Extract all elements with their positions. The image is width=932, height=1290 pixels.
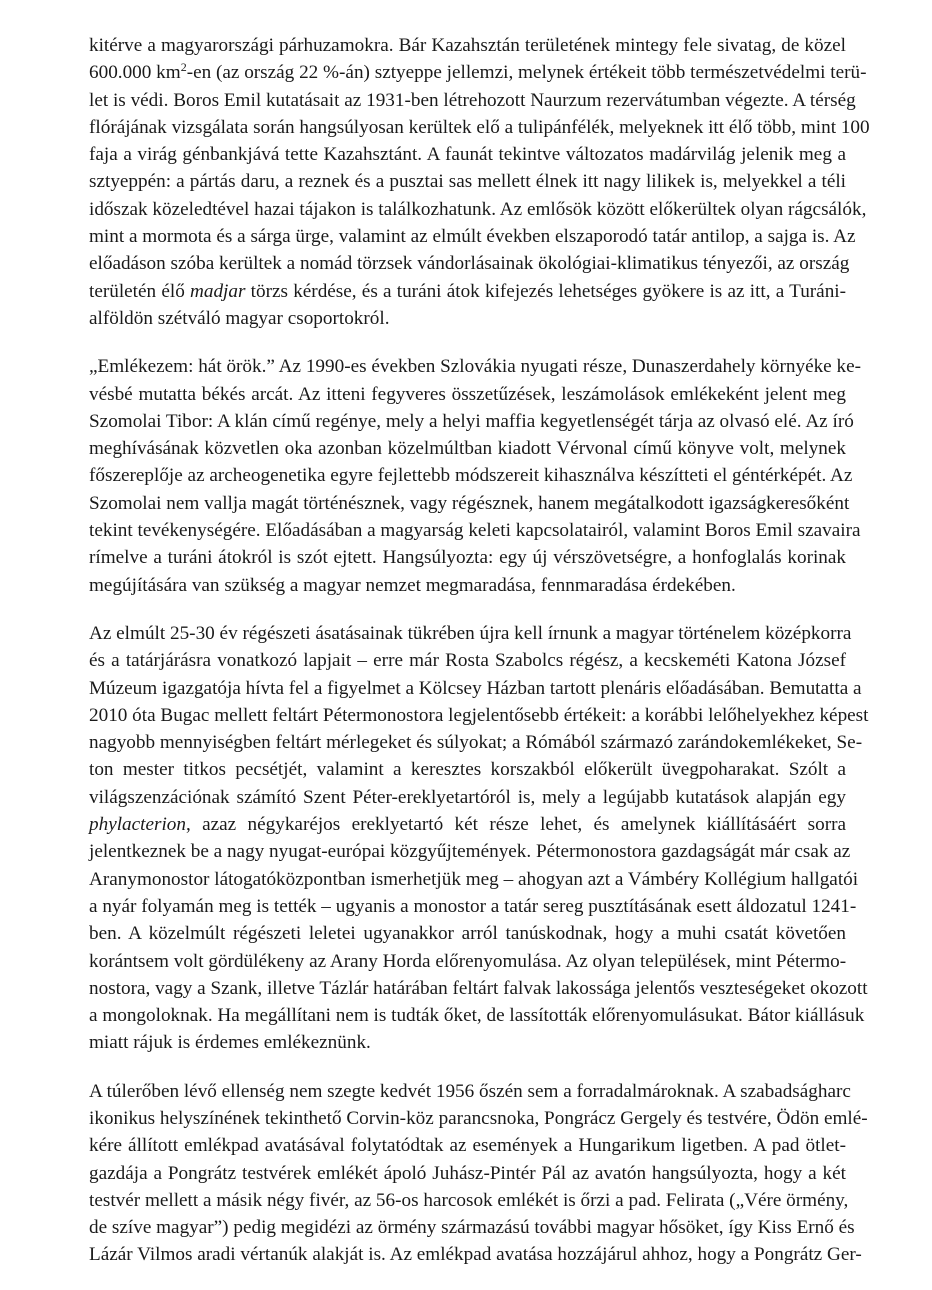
- text-line: Szomolai nem vallja magát történésznek, vagy régésznek, hanem megátalkodott igazságkeresőként: [89, 492, 850, 514]
- text-line: gazdája a Pongrátz testvérek emlékét ápoló Juhász-Pintér Pál az avatón hangsúlyozta, hogy a két: [89, 1162, 846, 1184]
- text-line: flórájának vizsgálata során hangsúlyosan kerültek elő a tulipánfélék, melyeknek itt élő több, mint 100: [89, 116, 870, 138]
- text-line: előadáson szóba kerültek a nomád törzsek vándorlásainak ökológiai-klimatikus tényezői, az ország: [89, 253, 850, 275]
- text-line: és a tatárjárásra vonatkozó lapjait – erre már Rosta Szabolcs régész, a kecskeméti Katona József: [89, 650, 846, 672]
- text-line: meghívásának közvetlen oka azonban közelmúltban kiadott Vérvonal című könyve volt, melynek: [89, 438, 846, 460]
- paragraph-kazakhstan-steppe: [89, 32, 870, 332]
- text-fragment: 600.000 km: [89, 62, 181, 84]
- text-fragment: , azaz négykaréjos ereklyetartó két része lehet, és amelynek kiállításáért sorra: [185, 814, 846, 836]
- text-line: főszereplője az archeogenetika egyre fejlettebb módszereit kihasználva készítteti el géntérképét. Az: [89, 465, 853, 487]
- text-fragment: -en (az ország 22 %-án) sztyeppe jellemzi, melynek értékeit több természetvédelmi terü-: [186, 62, 867, 84]
- text-line: Múzeum igazgatója hívta fel a figyelmet a Kölcsey Házban tartott plenáris előadásában. Bemutatta a: [89, 677, 862, 699]
- paragraph-pongratz-memorial-bench: [89, 1078, 868, 1269]
- text-line: A túlerőben lévő ellenség nem szegte kedvét 1956 őszén sem a forradalmároknak. A szabadságharc: [89, 1080, 851, 1102]
- text-line: [89, 278, 846, 305]
- text-line: tekint tevékenységére. Előadásában a magyarság keleti kapcsolatairól, valamint Boros Emil szavaira: [89, 520, 861, 542]
- text-line: Az elmúlt 25-30 év régészeti ásatásainak tükrében újra kell írnunk a magyar történelem középkorra: [89, 622, 852, 644]
- text-line: mint a mormota és a sárga ürge, valamint az elmúlt években elszaporodó tatár antilop, a sajga is. Az: [89, 226, 856, 248]
- text-line: ben. A közelmúlt régészeti leletei ugyanakkor arról tanúskodnak, hogy a muhi csatát követően: [89, 923, 846, 945]
- text-line: időszak közeledtével hazai tájakon is találkozhatunk. Az emlősök között előkerültek olyan rágcsálók,: [89, 198, 867, 220]
- text-line: korántsem volt gördülékeny az Arany Horda előrenyomulása. Az olyan települések, mint Pétermo-: [89, 950, 847, 972]
- text-line: let is védi. Boros Emil kutatásait az 1931-ben létrehozott Naurzum rezervátumban végezte. A térség: [89, 89, 856, 111]
- text-line: világszenzációnak számító Szent Péter-ereklyetartóról is, mely a legújabb kutatások alapján egy: [89, 786, 846, 808]
- paragraph-szomolai-tibor: [89, 353, 861, 599]
- text-line: vésbé mutatta békés arcát. Az itteni fegyveres összetűzések, leszámolások emlékeként jelent meg: [89, 383, 846, 405]
- text-line: faja a virág génbankjává tette Kazahsztánt. A faunát tekintve változatos madárvilág jelenik meg a: [89, 144, 846, 166]
- text-line: jelentkeznek be a nagy nyugat-európai közgyűjtemények. Pétermonostora gazdagságát már csak az: [89, 841, 851, 863]
- text-line: de szíve magyar”) pedig megidézi az örmény származású további magyar hősöket, így Kiss Ernő és: [89, 1217, 855, 1239]
- superscript: 2: [180, 60, 187, 75]
- text-line: nostora, vagy a Szank, illetve Tázlár határában feltárt falvak lakossága jelentős veszteségeket okozott: [89, 977, 868, 999]
- text-line: a nyár folyamán meg is tették – ugyanis a monostor a tatár sereg pusztításának esett áldozatul 1241-: [89, 895, 857, 917]
- text-line: [89, 59, 867, 86]
- text-fragment: területén élő: [89, 280, 191, 302]
- text-line: a mongoloknak. Ha megállítani nem is tudták őket, de lassították előrenyomulásukat. Bátor kiállásuk: [89, 1005, 865, 1027]
- text-line: 2010 óta Bugac mellett feltárt Pétermonostora legjelentősebb értékeit: a korábbi lelőhelyekhez képest: [89, 704, 869, 726]
- text-line: sztyeppén: a pártás daru, a reznek és a pusztai sas mellett élnek itt nagy lilikek is, melyekkel a téli: [89, 171, 846, 193]
- text-line: nagyobb mennyiségben feltárt mérlegeket és súlyokat; a Rómából származó zarándokemlékeket, Se-: [89, 732, 863, 754]
- text-line: alföldön szétváló magyar csoportokról.: [89, 307, 390, 329]
- text-line: miatt rájuk is érdemes emlékeznünk.: [89, 1032, 371, 1054]
- italic-term: phylacterion: [89, 814, 186, 836]
- italic-term: madjar: [190, 280, 246, 302]
- text-line: Aranymonostor látogatóközpontban ismerhetjük meg – ahogyan azt a Vámbéry Kollégium hallgatói: [89, 868, 859, 890]
- text-line: „Emlékezem: hát örök.” Az 1990-es években Szlovákia nyugati része, Dunaszerdahely környéke ke-: [89, 356, 861, 378]
- text-line: ikonikus helyszínének tekinthető Corvin-köz parancsnoka, Pongrácz Gergely és testvére, Ödön emlé-: [89, 1107, 868, 1129]
- text-line: [89, 811, 846, 838]
- text-line: megújítására van szükség a magyar nemzet megmaradása, fennmaradása érdekében.: [89, 574, 736, 596]
- document-page: [89, 32, 870, 1290]
- text-line: ton mester titkos pecsétjét, valamint a keresztes korszakból előkerült üvegpoharakat. Szólt a: [89, 759, 846, 781]
- text-fragment: törzs kérdése, és a turáni átok kifejezés lehetséges gyökere is az itt, a Turáni-: [245, 280, 847, 302]
- text-line: kére állított emlékpad avatásával folytatódtak az események a Hungarikum ligetben. A pad ötlet-: [89, 1135, 846, 1157]
- text-line: Lázár Vilmos aradi vértanúk alakját is. Az emlékpad avatása hozzájárul ahhoz, hogy a Pongrátz Ger-: [89, 1244, 862, 1266]
- text-line: Szomolai Tibor: A klán című regénye, mely a helyi maffia kegyetlenségét tárja az olvasó elé. Az író: [89, 410, 854, 432]
- paragraph-petermonostora: [89, 620, 869, 1057]
- text-line: rímelve a turáni átokról is szót ejtett. Hangsúlyozta: egy új vérszövetségre, a honfoglalás korinak: [89, 547, 846, 569]
- text-line: testvér mellett a másik négy fivér, az 56-os harcosok emlékét is őrzi a pad. Felirata („Vére örmény,: [89, 1189, 849, 1211]
- text-line: kitérve a magyarországi párhuzamokra. Bár Kazahsztán területének mintegy fele sivatag, de közel: [89, 35, 846, 56]
